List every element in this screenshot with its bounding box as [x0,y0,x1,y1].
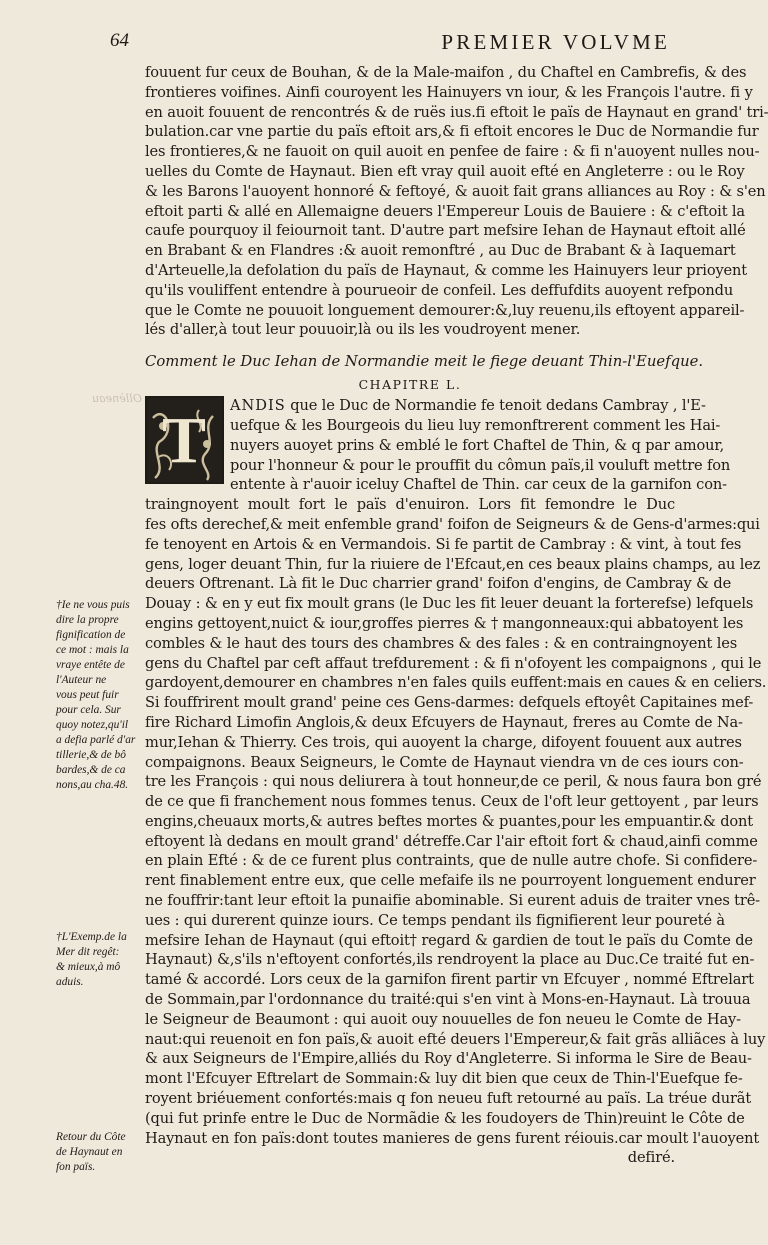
text-line: uelles du Comte de Haynaut. Bien eft vray quil auoit efté en Angleterre : ou le Roy [145,162,745,180]
margin-note-line: fignification de [56,629,126,641]
text-line: compaignons. Beaux Seigneurs, le Comte de Haynaut viendra vn de ces iours con- [145,753,744,771]
margin-note-line: de Haynaut en [56,1146,123,1158]
paragraph-1 [145,63,768,340]
text-line: frontieres voifines. Ainfi couroyent les Hainuyers vn iour, & les François l'autre. fi y [145,83,753,101]
text-line: qu'ils vouliffent entendre à pourueoir de confeil. Les deffufdits auoyent refpondu [145,281,734,299]
text-line: tre les François : qui nous deliurera à tout honneur,de ce peril, & nous faura bon gré [145,773,762,791]
dropcap-ornament-icon [147,398,222,482]
text-line: Haynaut) &,s'ils n'eftoyent confortés,ils rendroyent la place au Duc.Ce traité fut en- [145,951,755,969]
margin-note-line: dire la propre [56,614,119,626]
text-line: pour l'honneur & pour le prouffit du cômun païs,il vouluft mettre fon [230,456,731,474]
text-line: bulation.car vne partie du païs eftoit ars,& fi eftoit encores le Duc de Normandie fur [145,123,759,141]
margin-note-line: Mer dit regêt: [56,946,120,958]
text-line: mefsire Iehan de Haynaut (qui eftoit† regard & gardien de tout le païs du Comte de [145,931,753,949]
margin-note-exemplar [56,930,142,990]
text-line: Si fouffrirent moult grand' peine ces Gens-darmes: defquels eftoyêt Capitaines mef- [145,694,754,712]
text-line: en auoit fouuent de rencontrés & de ruës ius.fi eftoit le païs de Haynaut en grand' tri- [145,103,768,121]
catchword: defiré. [627,1149,675,1167]
text-line: engins,cheuaux morts,& autres beftes mortes & puantes,pour les empuantir.& dont [145,812,754,830]
paragraph-2-opening [145,396,731,495]
text-line: & aux Seigneurs de l'Empire,alliés du Roy d'Angleterre. Si informa le Sire de Beau- [145,1050,752,1068]
page-header [110,30,670,62]
text-line: fes ofts derechef,& meit enfemble grand' foifon de Seigneurs & de Gens-d'armes:qui [145,515,760,533]
margin-note-line: Retour du Côte [56,1131,126,1143]
margin-note-line: fon païs. [56,1161,96,1173]
text-line: lés d'aller,à tout leur pouuoir,là ou ils les voudroyent mener. [145,321,581,339]
text-line: Haynaut en fon païs:dont toutes manieres de gens furent réiouis.car moult l'auoyent [145,1129,760,1147]
margin-note-line: ce mot : mais la [56,644,129,656]
text-line: ne fouffrir:tant leur eftoit la punaifie abominable. Si eurent aduis de traiter vnes trê- [145,892,760,910]
text-line: de ce que fi franchement nous fommes tenus. Ceux de l'oft leur gettoyent , par leurs [145,793,759,811]
main-text [145,63,768,1168]
text-line: deuers Oftrenant. Là fit le Duc charrier grand' foifon d'engins, de Cambray & de [145,575,732,593]
svg-text:T: T [161,404,207,478]
text-line: tamé & accordé. Lors ceux de la garnifon firent partir vn Efcuyer , nommé Eftrelart [145,971,754,989]
text-line: eftoit parti & allé en Allemaigne deuers l'Empereur Louis de Bauiere : & c'eftoit la [145,202,745,220]
text-line: caufe pourquoy il feiournoit tant. D'autre part mefsire Iehan de Haynaut eftoit allé [145,222,746,240]
margin-note-line: pour cela. Sur [56,704,121,716]
margin-note-line: quoy notez,qu'il [56,719,129,731]
text-line: gardoyent,demourer en chambres n'en fales quils euffent:mais en caues & en celiers. [145,674,767,692]
margin-note-return [56,1130,142,1175]
text-line: ues : qui durerent quinze iours. Ce temps pendant ils fignifierent leur poureté à [145,911,725,929]
page-number: 64 [110,30,129,51]
text-line: uefque & les Bourgeois du lieu luy remonftrerent comment les Hai- [230,416,721,434]
text-line: le Seigneur de Beaumont : qui auoit ouy nouuelles de fon neueu le Comte de Hay- [145,1010,741,1028]
text-line: entente à r'auoir iceluy Chaftel de Thin. car ceux de la garnifon con- [230,476,727,494]
running-title: PREMIER VOLVME [441,30,670,54]
text-line: gens du Chaftel par ceft affaut trefdurement : & fi n'ofoyent les compaignons , qui le [145,654,762,672]
first-word: ANDIS [230,397,286,415]
margin-note-line: nons,au cha.48. [56,779,129,791]
margin-note-line: vraye entête de [56,659,125,671]
text-line: Douay : & en y eut fix moult grans (le Duc les fit leuer deuant la forterefse) lefquels [145,595,754,613]
text-line: rent finablement entre eux, que celle mefaife ils ne pourroyent longuement endurer [145,872,756,890]
text-line: engins gettoyent,nuict & iour,groffes pierres & † mangonneaux:qui abbatoyent les [145,614,744,632]
text-line: d'Arteuelle,la defolation du païs de Haynaut, & comme les Hainuyers leur prioyent [145,261,747,279]
text-line: naut:qui reuenoit en fon païs,& auoit efté deuers l'Empereur,& fait grãs alliãces à luy [145,1030,766,1048]
text-line: royent briéuement confortés:mais q fon neueu fuft retourné au païs. La tréue durãt [145,1090,752,1108]
text-line [145,396,706,416]
text-line: combles & le haut des tours des chambres & des fales : & en contraingnoyent les [145,634,738,652]
margin-note-line: & mieux,à mô [56,961,121,973]
margin-note-artillery [56,598,142,793]
text-line: traingnoyent moult fort le païs d'enuiron. Lors fit femondre le Duc [145,496,675,514]
text-line: & les Barons l'auoyent honnoré & feftoyé, & auoit fait grans alliances au Roy : & s'en [145,182,766,200]
text-line: en Brabant & en Flandres :& auoit remonftré , au Duc de Brabant & à Iaquemart [145,242,736,260]
text-line: (qui fut prinfe entre le Duc de Normãdie & les foudoyers de Thin)reuint le Côte de [145,1109,745,1127]
margin-note-line: †L'Exemp.de la [56,931,127,943]
text-line: les frontieres,& ne fauoit on quil auoit en penfee de faire : & fi n'auoyent nulles nou- [145,143,760,161]
margin-note-line: bardes,& de ca [56,764,126,776]
margin-note-line: aduis. [56,976,84,988]
text-line: en plain Efté : & de ce furent plus contraints, que de nulle autre chofe. Si confidere- [145,852,758,870]
margin-note-line: tillerie,& de bô [56,749,126,761]
ornamental-dropcap [145,396,224,484]
chapter-heading: Comment le Duc Iehan de Normandie meit le fiege deuant Thin-l'Euefque. [145,353,704,371]
text-line: eftoyent là dedans en moult grand' détreffe.Car l'air eftoit fort & chaud,ainfi comme [145,832,758,850]
bleed-through-mark: Ollèneau [92,392,142,405]
paragraph-2-indented [145,396,731,495]
text-line: mont l'Efcuyer Eftrelart de Sommain:& luy dit bien que ceux de Thin-l'Euefque fe- [145,1070,743,1088]
text-line: gens, loger deuant Thin, fur la riuiere de l'Efcaut,en ces beaux plains champs, au lez [145,555,761,573]
paragraph-2 [145,495,767,1148]
margin-note-line: l'Auteur ne [56,674,107,686]
chapter-number: CHAPITRE L. [358,377,462,393]
text-line: fouuent fur ceux de Bouhan, & de la Male-maifon , du Chaftel en Cambrefis, & des [145,64,747,81]
text-line: nuyers auoyet prins & emblé le fort Chaftel de Thin, & q par amour, [230,436,725,454]
text-line: fe tenoyent en Artois & en Vermandois. Si fe partit de Cambray : & vint, à tout fes [145,535,742,553]
margin-note-line: a defia parlé d'ar [56,734,136,746]
text-line: de Sommain,par l'ordonnance du traité:qui s'en vint à Mons-en-Haynaut. Là trouua [145,991,751,1009]
text-fragment: que le Duc de Normandie fe tenoit dedans Cambray , l'E- [285,397,706,415]
text-line: mur,Iehan & Thierry. Ces trois, qui auoyent la charge, difoyent fouuent aux autres [145,733,742,751]
text-line: fire Richard Limofin Anglois,& deux Efcuyers de Haynaut, freres au Comte de Na- [145,713,743,731]
text-line: que le Comte ne pouuoit longuement demourer:&,luy reuenu,ils eftoyent appareil- [145,301,745,319]
margin-note-line: vous peut fuir [56,689,119,701]
margin-note-line: †Ie ne vous puis [56,599,130,611]
